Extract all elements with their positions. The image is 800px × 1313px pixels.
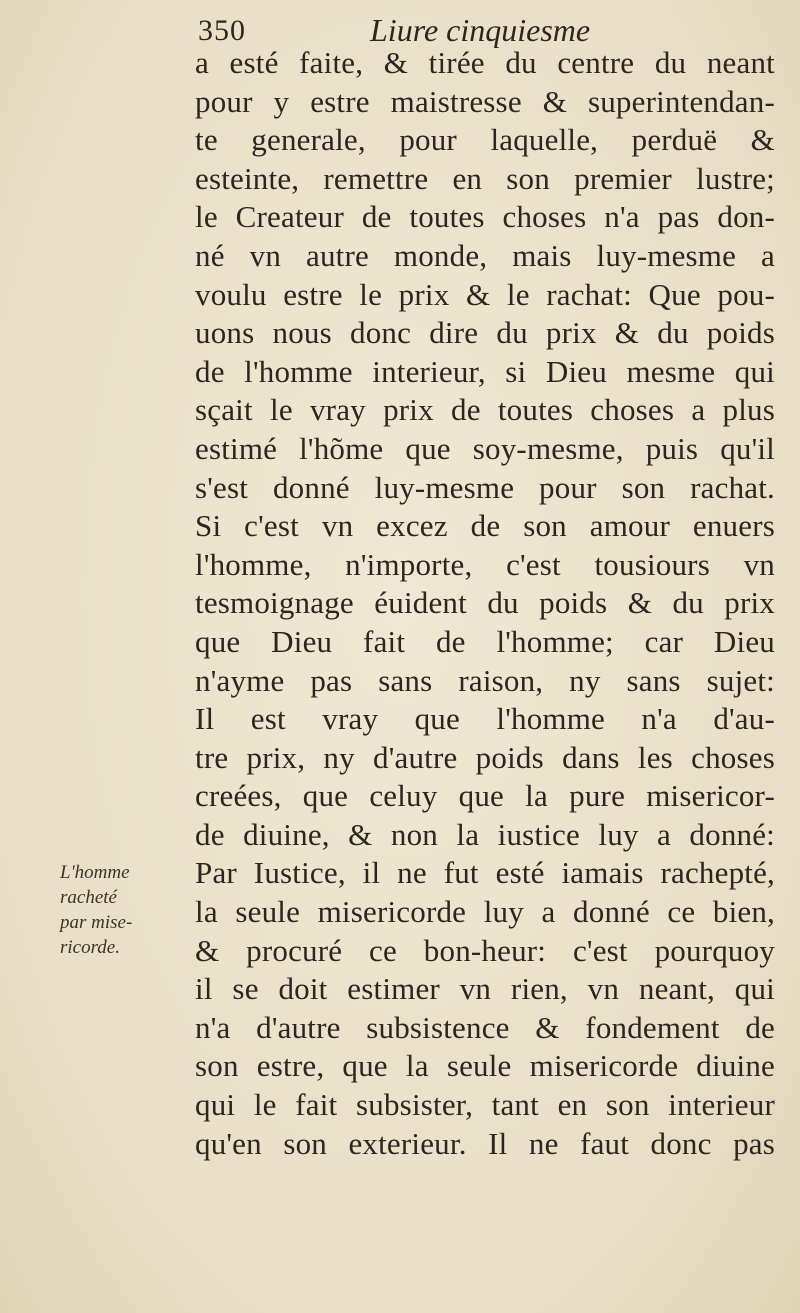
text-line: Si c'est vn excez de son amour enuers bbox=[195, 508, 775, 544]
text-line: sçait le vray prix de toutes choses a plus bbox=[195, 392, 775, 428]
text-line: Il est vray que l'homme n'a d'au- bbox=[195, 701, 775, 737]
text-line: n'a d'autre subsistence & fondement de bbox=[195, 1009, 775, 1045]
text-line: Par Iustice, il ne fut esté iamais rachepté, bbox=[195, 855, 775, 891]
marginal-note-line: ricorde. bbox=[60, 937, 120, 958]
text-line: son estre, que la seule misericorde diuine bbox=[195, 1048, 775, 1084]
marginal-note-line: racheté bbox=[60, 887, 117, 908]
marginal-note bbox=[60, 860, 185, 960]
marginal-note-line: L'homme bbox=[60, 862, 130, 883]
text-line: uons nous donc dire du prix & du poids bbox=[195, 315, 775, 351]
text-line: a esté faite, & tirée du centre du neant bbox=[195, 45, 775, 80]
text-line: voulu estre le prix & le rachat: Que pou- bbox=[195, 276, 775, 312]
marginal-note-line: par mise- bbox=[60, 912, 133, 933]
text-line: s'est donné luy-mesme pour son rachat. bbox=[195, 469, 775, 505]
text-line: tre prix, ny d'autre poids dans les choses bbox=[195, 739, 775, 775]
text-line: il se doit estimer vn rien, vn neant, qui bbox=[195, 971, 775, 1007]
text-line: que Dieu fait de l'homme; car Dieu bbox=[195, 623, 775, 659]
text-line: le Createur de toutes choses n'a pas don- bbox=[195, 199, 775, 235]
text-line: & procuré ce bon-heur: c'est pourquoy bbox=[195, 932, 775, 968]
text-line: te generale, pour laquelle, perduë & bbox=[195, 122, 775, 158]
text-line: pour y estre maistresse & superintendan- bbox=[195, 83, 775, 119]
running-title: Liure cinquiesme bbox=[370, 12, 591, 48]
text-line: qui le fait subsister, tant en son interieur bbox=[195, 1087, 775, 1123]
text-line: estimé l'hõme que soy-mesme, puis qu'il bbox=[195, 430, 775, 466]
text-line: la seule misericorde luy a donné ce bien, bbox=[195, 894, 775, 930]
text-line: qu'en son exterieur. Il ne faut donc pas bbox=[195, 1125, 775, 1161]
text-line: tesmoignage éuident du poids & du prix bbox=[195, 585, 775, 621]
text-line: de l'homme interieur, si Dieu mesme qui bbox=[195, 353, 775, 389]
text-line: de diuine, & non la iustice luy a donné: bbox=[195, 816, 775, 852]
page-number: 350 bbox=[198, 14, 246, 47]
text-line: creées, que celuy que la pure misericor- bbox=[195, 778, 775, 814]
text-line: n'ayme pas sans raison, ny sans sujet: bbox=[195, 662, 775, 698]
body-text bbox=[195, 44, 775, 1163]
text-line: l'homme, n'importe, c'est tousiours vn bbox=[195, 546, 775, 582]
text-line: esteinte, remettre en son premier lustre; bbox=[195, 160, 775, 196]
text-line: né vn autre monde, mais luy-mesme a bbox=[195, 237, 775, 273]
